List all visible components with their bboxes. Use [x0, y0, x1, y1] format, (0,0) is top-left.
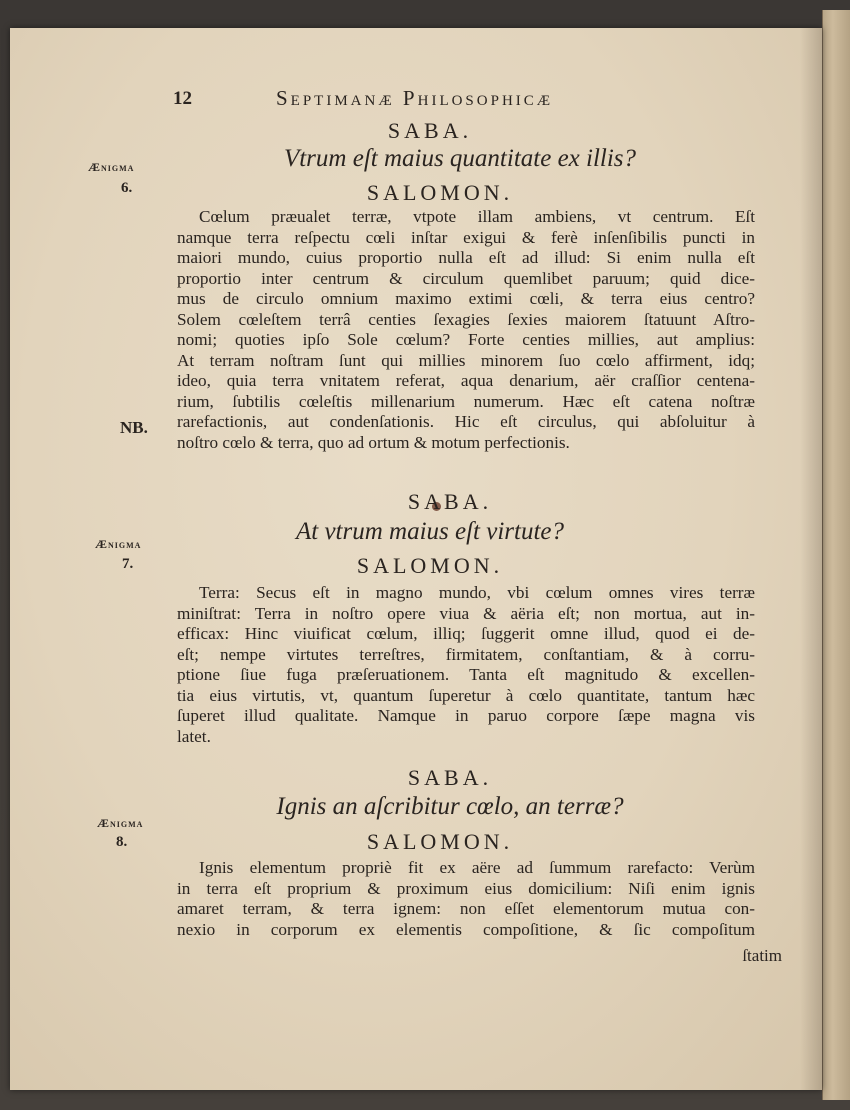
text-line: in terra eſt proprium & proximum eius domicilium: Niſi enim ignis — [177, 878, 755, 898]
margin-aenigma-6-number: 6. — [121, 180, 133, 196]
running-title: Septimanæ Philosophicæ — [276, 86, 554, 110]
text-line: ſuperet illud qualitate. Namque in paruo corpore ſæpe magna vis — [177, 706, 755, 725]
text-line: At terram noſtram ſunt qui millies minorem ſuo cœlo affirment, idq; — [177, 350, 755, 370]
text-line: rium, ſubtilis cœleſtis millenarium numerum. Hæc eſt catena noſtræ — [177, 391, 755, 411]
speaker-saba-3: SABA. — [407, 765, 493, 790]
question-8: Ignis an aſcribitur cœlo, an terræ? — [276, 793, 624, 820]
text-line: maiori mundo, cuius proportio nulla eſt ad illud: Si enim nulla eſt — [177, 248, 755, 267]
speaker-saba-1: SABA. — [387, 118, 473, 143]
margin-note-nb: NB. — [120, 418, 148, 437]
question-6: Vtrum eſt maius quantitate ex illis? — [283, 145, 637, 172]
speaker-saba-2: SABA. — [407, 489, 493, 514]
text-line: miniſtrat: Terra in noſtro opere viua & aëria eſt; non mortua, aut in- — [177, 603, 755, 623]
running-head — [173, 88, 673, 116]
answer-7-text — [177, 583, 755, 747]
text-line: tia eius virtutis, vt, quantum ſuperetur à cœlo quantitate, tantum hæc — [177, 685, 755, 705]
speaker-salomon-2: SALOMON. — [356, 553, 504, 578]
text-line: nomi; quoties ipſo Sole cœlum? Forte centies millies, aut amplius: — [177, 330, 755, 349]
text-line: Terra: Secus eſt in magno mundo, vbi cœlum omnes vires terræ — [199, 583, 755, 602]
text-line: proportio inter centrum & circulum quemlibet paruum; quid dice- — [177, 268, 755, 288]
speaker-salomon-3: SALOMON. — [366, 829, 514, 854]
answer-6-text — [177, 207, 755, 453]
text-line: Ignis elementum propriè fit ex aëre ad ſummum rarefacto: Verùm — [199, 858, 755, 877]
text-line: noſtro cœlo & terra, quo ad ortum & motum perfectionis. — [177, 432, 570, 452]
margin-aenigma-6-label: Ænigma — [88, 160, 135, 174]
text-line: namque terra reſpectu cœli inſtar exigui & ferè inſenſibilis puncti in — [177, 227, 755, 247]
margin-aenigma-8-number: 8. — [116, 834, 128, 850]
text-line: latet. — [177, 726, 211, 746]
text-line: rarefactionis, aut condenſationis. Hic eſt circulus, qui abſoluitur à — [177, 412, 755, 431]
text-line: nexio in corporum ex elementis compoſitione, & ſic compoſitum — [177, 919, 755, 939]
margin-aenigma-7-number: 7. — [122, 556, 134, 572]
text-line: ptione ſiue fuga præſeruationem. Tanta eſt magnitudo & excellen- — [177, 665, 755, 684]
spine-shadow — [800, 28, 822, 1090]
margin-aenigma-8-label: Ænigma — [97, 816, 144, 830]
catchword: ſtatim — [742, 946, 782, 965]
text-line: eſt; nempe virtutes terreſtres, firmitatem, conſtantiam, & à corru- — [177, 644, 755, 664]
text-line: Cœlum præualet terræ, vtpote illam ambiens, vt centrum. Eſt — [199, 207, 755, 226]
margin-aenigma-7-label: Ænigma — [95, 537, 142, 551]
speaker-salomon-1: SALOMON. — [366, 180, 514, 205]
text-line: efficax: Hinc viuificat cœlum, illiq; ſuggerit omne illud, quod ei de- — [177, 624, 755, 643]
text-line: Solem cœleſtem terrâ centies ſexagies ſexies maiorem ſtatuunt Aſtro- — [177, 309, 755, 329]
question-7: At vtrum maius eſt virtute? — [295, 518, 565, 545]
page-number: 12 — [173, 88, 192, 109]
facing-page-edge — [822, 10, 850, 1100]
text-line: mus de circulo omnium maximo extimi cœli, & terra eius centro? — [177, 289, 755, 308]
text-line: ideo, quia terra vnitatem referat, aqua denarium, aër craſſior centena- — [177, 371, 755, 390]
text-line: amaret terram, & terra ignem: non eſſet elementorum mutua con- — [177, 899, 755, 918]
answer-8-text — [177, 858, 755, 940]
